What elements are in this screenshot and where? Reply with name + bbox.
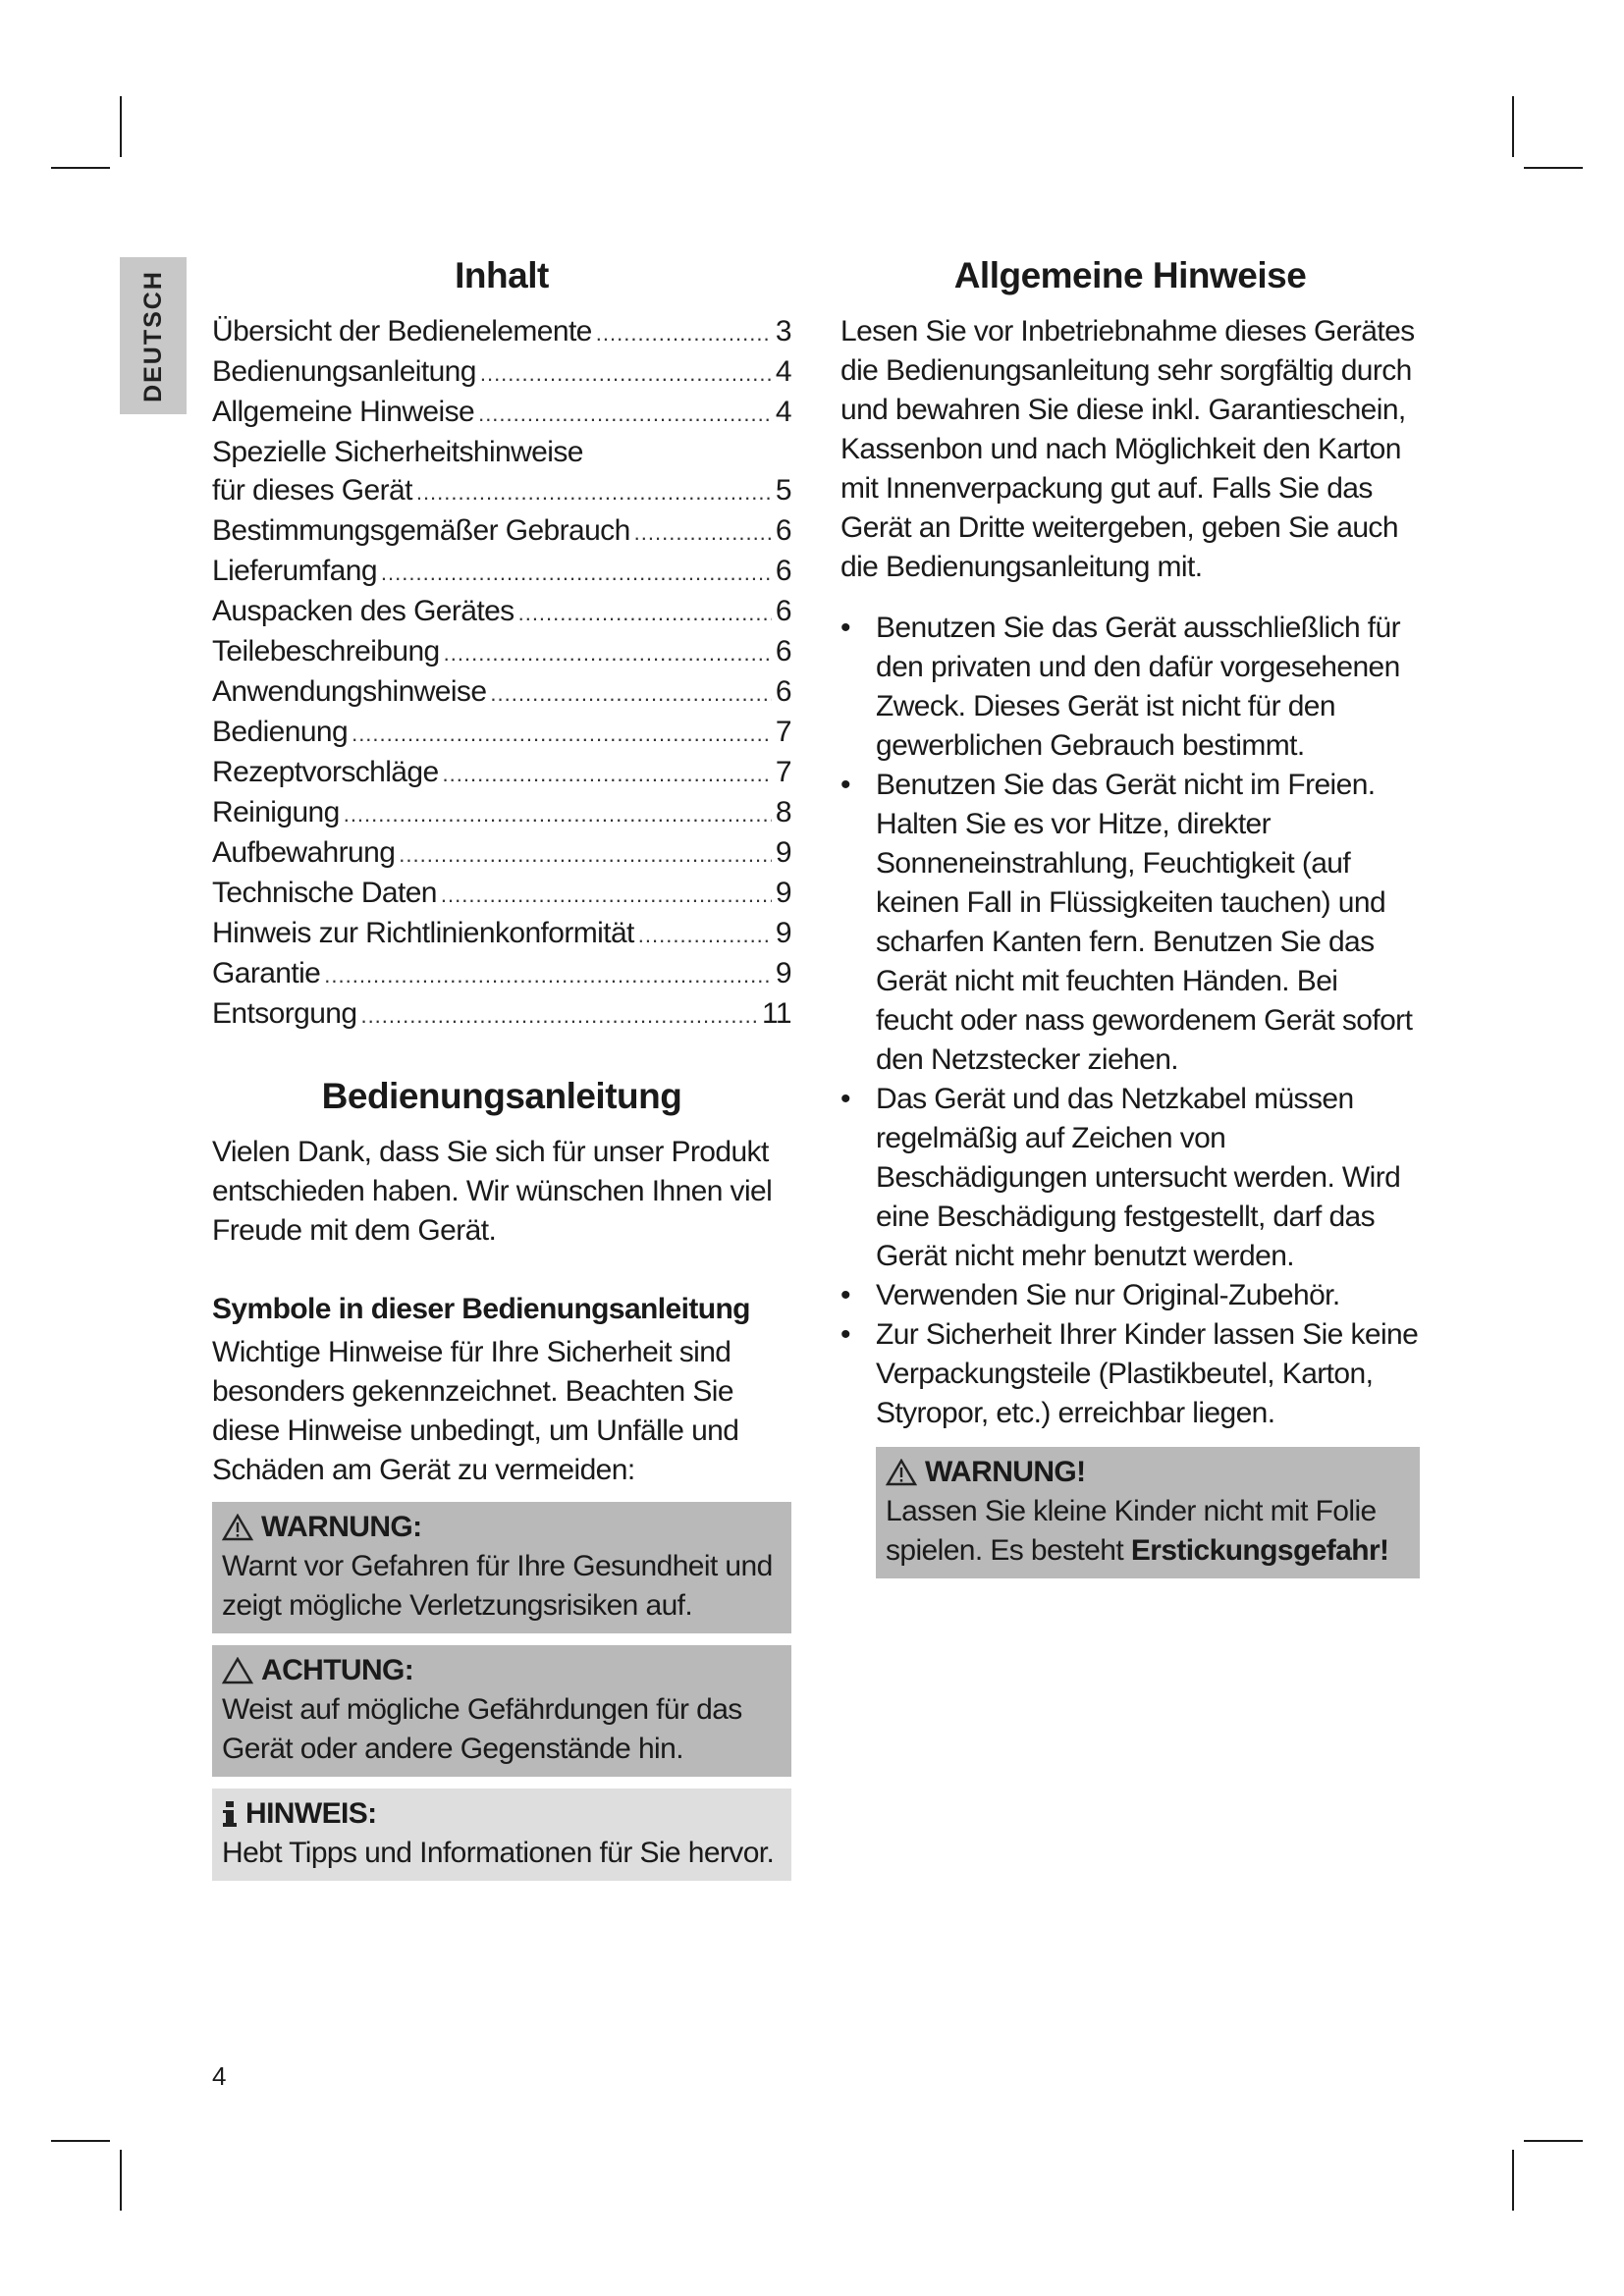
caution-text: Weist auf mögliche Gefährdungen für das Gerät oder andere Gegenstände hin. <box>222 1693 742 1765</box>
info-icon <box>222 1800 238 1828</box>
toc-entry-page: 9 <box>775 917 791 949</box>
toc-entry <box>212 954 791 994</box>
crop-mark <box>120 96 122 157</box>
list-item <box>840 1276 1420 1315</box>
bullet-marker: • <box>840 612 850 644</box>
child-warning-text <box>886 1492 1410 1571</box>
warning-triangle-icon <box>886 1459 917 1486</box>
toc-entry-label: Aufbewahrung <box>212 836 396 869</box>
toc-entry <box>212 994 791 1035</box>
toc-entry-label: Bestimmungsgemäßer Gebrauch <box>212 514 630 547</box>
toc-dot-leader <box>638 916 772 954</box>
bullet-marker: • <box>840 769 850 801</box>
toc-title: Inhalt <box>455 255 549 295</box>
toc-entry-page: 6 <box>775 675 791 708</box>
toc-entry-page: 6 <box>775 555 791 587</box>
bullet-text: Verwenden Sie nur Original-Zubehör. <box>876 1279 1340 1311</box>
symbols-title: Symbole in dieser Bedienungsanleitung <box>212 1293 750 1325</box>
toc-entry-page: 4 <box>775 396 791 428</box>
toc-dot-leader <box>634 513 772 552</box>
toc-entry-label: Reinigung <box>212 796 340 828</box>
toc-entry-page: 6 <box>775 635 791 667</box>
toc-entry-label: Übersicht der Bedienelemente <box>212 315 592 347</box>
note-title: HINWEIS: <box>245 1797 377 1830</box>
general-intro: Lesen Sie vor Inbetriebnahme dieses Gerätes die Bedienungsanleitung sehr sorgfältig durch und bewahren Sie diese inkl. Garantieschein, Kassenbon und nach Möglichkeit den Karton mit Innenverpackung gut auf. Falls Sie das Gerät an Dritte weitergeben, geben Sie auch die Bedienungsanleitung mit. <box>840 315 1415 583</box>
symbols-intro: Wichtige Hinweise für Ihre Sicherheit sind besonders gekennzeichnet. Beachten Sie diese Hinweise unbedingt, um Unfälle und Schäden am Gerät zu vermeiden: <box>212 1336 739 1486</box>
toc-entry <box>212 592 791 632</box>
toc-entry-page: 9 <box>775 836 791 869</box>
toc-entry-label: Garantie <box>212 957 321 989</box>
toc-entry <box>212 713 791 753</box>
toc-dot-leader <box>381 554 772 592</box>
toc-dot-leader <box>596 314 772 352</box>
manual-title: Bedienungsanleitung <box>321 1076 682 1116</box>
caution-triangle-icon <box>222 1657 253 1684</box>
warning-box <box>212 1502 791 1633</box>
toc-entry <box>212 874 791 914</box>
crop-mark <box>120 2150 122 2211</box>
toc-entry <box>212 552 791 592</box>
language-tab <box>120 257 187 414</box>
caution-title: ACHTUNG: <box>261 1654 414 1686</box>
language-tab-label: DEUTSCH <box>138 269 167 402</box>
crop-mark <box>1524 2140 1583 2142</box>
toc-entry-label: Auspacken des Gerätes <box>212 595 514 627</box>
toc-list <box>212 312 791 1035</box>
toc-entry <box>212 632 791 672</box>
toc-entry-label: Bedienung <box>212 716 349 748</box>
child-warning-text-a: Lassen Sie kleine Kinder nicht mit Folie spielen. Es besteht <box>886 1495 1377 1567</box>
toc-dot-leader <box>344 795 772 833</box>
toc-dot-leader <box>443 755 772 793</box>
toc-dot-leader <box>324 956 772 994</box>
toc-dot-leader <box>480 354 772 393</box>
toc-entry <box>212 471 791 511</box>
toc-entry-label: Lieferumfang <box>212 555 377 587</box>
child-warning-title: WARNUNG! <box>925 1456 1086 1488</box>
toc-dot-leader <box>490 674 772 713</box>
list-item <box>840 1080 1420 1276</box>
toc-entry <box>212 511 791 552</box>
crop-mark <box>51 2140 110 2142</box>
toc-entry <box>212 672 791 713</box>
toc-entry-page: 7 <box>775 756 791 788</box>
toc-entry-label: Anwendungshinweise <box>212 675 487 708</box>
list-item <box>840 766 1420 1080</box>
child-warning-emphasis: Erstickungsgefahr! <box>1130 1534 1389 1567</box>
manual-intro: Vielen Dank, dass Sie sich für unser Produkt entschieden haben. Wir wünschen Ihnen viel Freude mit dem Gerät. <box>212 1136 773 1247</box>
toc-dot-leader <box>518 594 772 632</box>
left-column <box>212 253 791 1881</box>
crop-mark <box>1524 167 1583 169</box>
crop-mark <box>1512 96 1514 157</box>
crop-mark <box>1512 2150 1514 2211</box>
toc-dot-leader <box>352 715 772 753</box>
general-title: Allgemeine Hinweise <box>953 255 1307 295</box>
bullet-text: Das Gerät und das Netzkabel müssen regelmäßig auf Zeichen von Beschädigungen untersucht werden. Wird eine Beschädigung festgestellt, darf das Gerät nicht mehr benutzt werden. <box>876 1083 1401 1272</box>
toc-entry <box>212 753 791 793</box>
bullet-text: Benutzen Sie das Gerät nicht im Freien. Halten Sie es vor Hitze, direkter Sonneneinstrahlung, Feuchtigkeit (auf keinen Fall in Flüssigkeiten tauchen) und scharfen Kanten fern. Benutzen Sie das Gerät nicht mit feuchten Händen. Bei feucht oder nass gewordenem Gerät sofort den Netzstecker ziehen. <box>876 769 1413 1076</box>
toc-entry-label: Teilebeschreibung <box>212 635 440 667</box>
list-item <box>840 609 1420 766</box>
toc-dot-leader <box>478 395 772 433</box>
toc-entry <box>212 793 791 833</box>
toc-dot-leader <box>416 473 772 511</box>
toc-entry <box>212 833 791 874</box>
note-text: Hebt Tipps und Informationen für Sie hervor. <box>222 1837 775 1869</box>
toc-entry-page: 11 <box>762 997 791 1030</box>
toc-entry <box>212 393 791 433</box>
toc-entry-label: Entsorgung <box>212 997 357 1030</box>
toc-entry-label: für dieses Gerät <box>212 474 412 507</box>
list-item <box>840 1315 1420 1433</box>
toc-dot-leader <box>444 634 772 672</box>
toc-entry-page: 8 <box>775 796 791 828</box>
toc-dot-leader <box>360 996 758 1035</box>
crop-mark <box>51 167 110 169</box>
warning-text: Warnt vor Gefahren für Ihre Gesundheit und zeigt mögliche Verletzungsrisiken auf. <box>222 1550 773 1622</box>
toc-dot-leader <box>441 876 772 914</box>
toc-dot-leader <box>399 835 772 874</box>
right-column <box>840 253 1420 1578</box>
toc-entry-label: Rezeptvorschläge <box>212 756 439 788</box>
toc-entry <box>212 914 791 954</box>
general-bullet-list <box>840 609 1420 1433</box>
bullet-text: Benutzen Sie das Gerät ausschließlich für den privaten und den dafür vorgesehenen Zweck. Dieses Gerät ist nicht für den gewerblichen Gebrauch bestimmt. <box>876 612 1401 762</box>
page-number: 4 <box>212 2061 227 2091</box>
toc-entry-page: 6 <box>775 514 791 547</box>
warning-title: WARNUNG: <box>261 1511 422 1543</box>
toc-entry-label: Bedienungsanleitung <box>212 355 476 388</box>
toc-entry-page: 4 <box>775 355 791 388</box>
toc-entry <box>212 352 791 393</box>
note-box <box>212 1789 791 1881</box>
toc-entry-page: 5 <box>775 474 791 507</box>
bullet-marker: • <box>840 1279 850 1311</box>
toc-entry-page: 3 <box>775 315 791 347</box>
toc-entry-label: Technische Daten <box>212 877 437 909</box>
toc-entry-label: Spezielle Sicherheitshinweise <box>212 436 583 468</box>
toc-entry <box>212 312 791 352</box>
child-warning-box <box>876 1447 1420 1578</box>
bullet-marker: • <box>840 1318 850 1351</box>
bullet-text: Zur Sicherheit Ihrer Kinder lassen Sie keine Verpackungsteile (Plastikbeutel, Karton, Styropor, etc.) erreichbar liegen. <box>876 1318 1419 1429</box>
caution-box <box>212 1645 791 1777</box>
toc-entry-page: 9 <box>775 957 791 989</box>
toc-entry-page: 7 <box>775 716 791 748</box>
toc-entry-label: Hinweis zur Richtlinienkonformität <box>212 917 634 949</box>
toc-entry-label: Allgemeine Hinweise <box>212 396 475 428</box>
bullet-marker: • <box>840 1083 850 1115</box>
warning-triangle-icon <box>222 1514 253 1541</box>
toc-entry-page: 9 <box>775 877 791 909</box>
toc-entry-page: 6 <box>775 595 791 627</box>
